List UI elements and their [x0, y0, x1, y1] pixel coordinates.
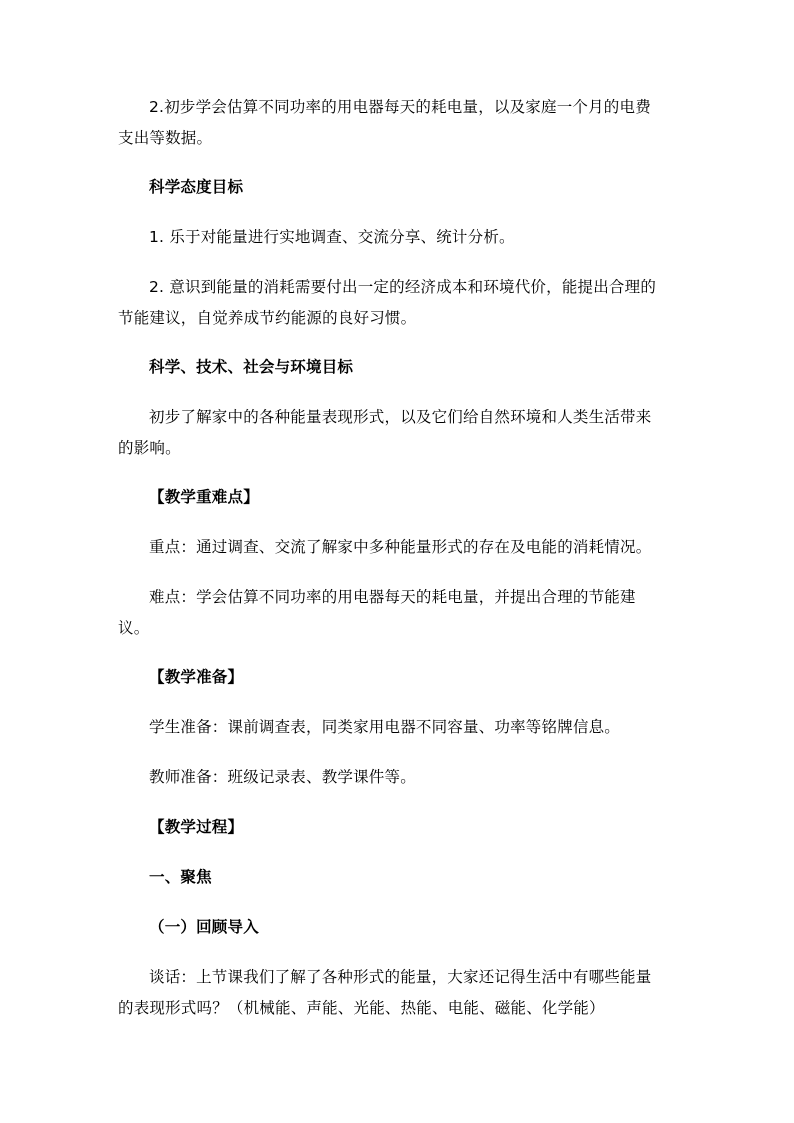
text-line: 的影响。 — [118, 439, 181, 457]
paragraph-difficult-point — [118, 582, 678, 644]
paragraph-key-point — [118, 532, 678, 563]
text-line: 教师准备：班级记录表、教学课件等。 — [149, 768, 416, 786]
heading-text: 一、聚焦 — [149, 868, 212, 886]
heading-text: 科学态度目标 — [149, 178, 244, 196]
text-line: 谈话：上节课我们了解了各种形式的能量，大家还记得生活中有哪些能量 — [149, 968, 652, 986]
heading-review-introduction — [118, 912, 678, 943]
heading-text: 【教学准备】 — [149, 668, 244, 686]
text-line: 1. 乐于对能量进行实地调查、交流分享、统计分析。 — [149, 228, 515, 246]
text-line: 难点：学会估算不同功率的用电器每天的耗电量，并提出合理的节能建 — [149, 588, 636, 606]
text-line: 节能建议，自觉养成节约能源的良好习惯。 — [118, 309, 417, 327]
heading-focus — [118, 862, 678, 893]
heading-teaching-preparation — [118, 662, 678, 693]
text-line: 重点：通过调查、交流了解家中多种能量形式的存在及电能的消耗情况。 — [149, 538, 652, 556]
heading-science-attitude-goal — [118, 172, 678, 203]
heading-stse-goal — [118, 352, 678, 383]
paragraph-attitude-goal-1 — [118, 222, 678, 253]
text-line: 学生准备：课前调查表，同类家用电器不同容量、功率等铭牌信息。 — [149, 718, 621, 736]
text-line: 初步了解家中的各种能量表现形式，以及它们给自然环境和人类生活带来 — [149, 408, 652, 426]
heading-teaching-process — [118, 812, 678, 843]
paragraph-talk — [118, 962, 678, 1024]
text-line: 支出等数据。 — [118, 129, 213, 147]
heading-text: 【教学过程】 — [149, 818, 244, 836]
text-line: 议。 — [118, 619, 150, 637]
heading-key-difficult-points — [118, 482, 678, 513]
paragraph-teacher-preparation — [118, 762, 678, 793]
paragraph-skill-goal-2 — [118, 92, 678, 154]
heading-text: 【教学重难点】 — [149, 488, 259, 506]
heading-text: 科学、技术、社会与环境目标 — [149, 358, 354, 376]
paragraph-student-preparation — [118, 712, 678, 743]
text-line: 2.初步学会估算不同功率的用电器每天的耗电量，以及家庭一个月的电费 — [149, 98, 651, 116]
text-line: 2. 意识到能量的消耗需要付出一定的经济成本和环境代价，能提出合理的 — [149, 278, 657, 296]
paragraph-attitude-goal-2 — [118, 272, 678, 334]
heading-text: （一）回顾导入 — [149, 918, 259, 936]
paragraph-stse-goal — [118, 402, 678, 464]
text-line: 的表现形式吗？（机械能、声能、光能、热能、电能、磁能、化学能） — [118, 999, 605, 1017]
